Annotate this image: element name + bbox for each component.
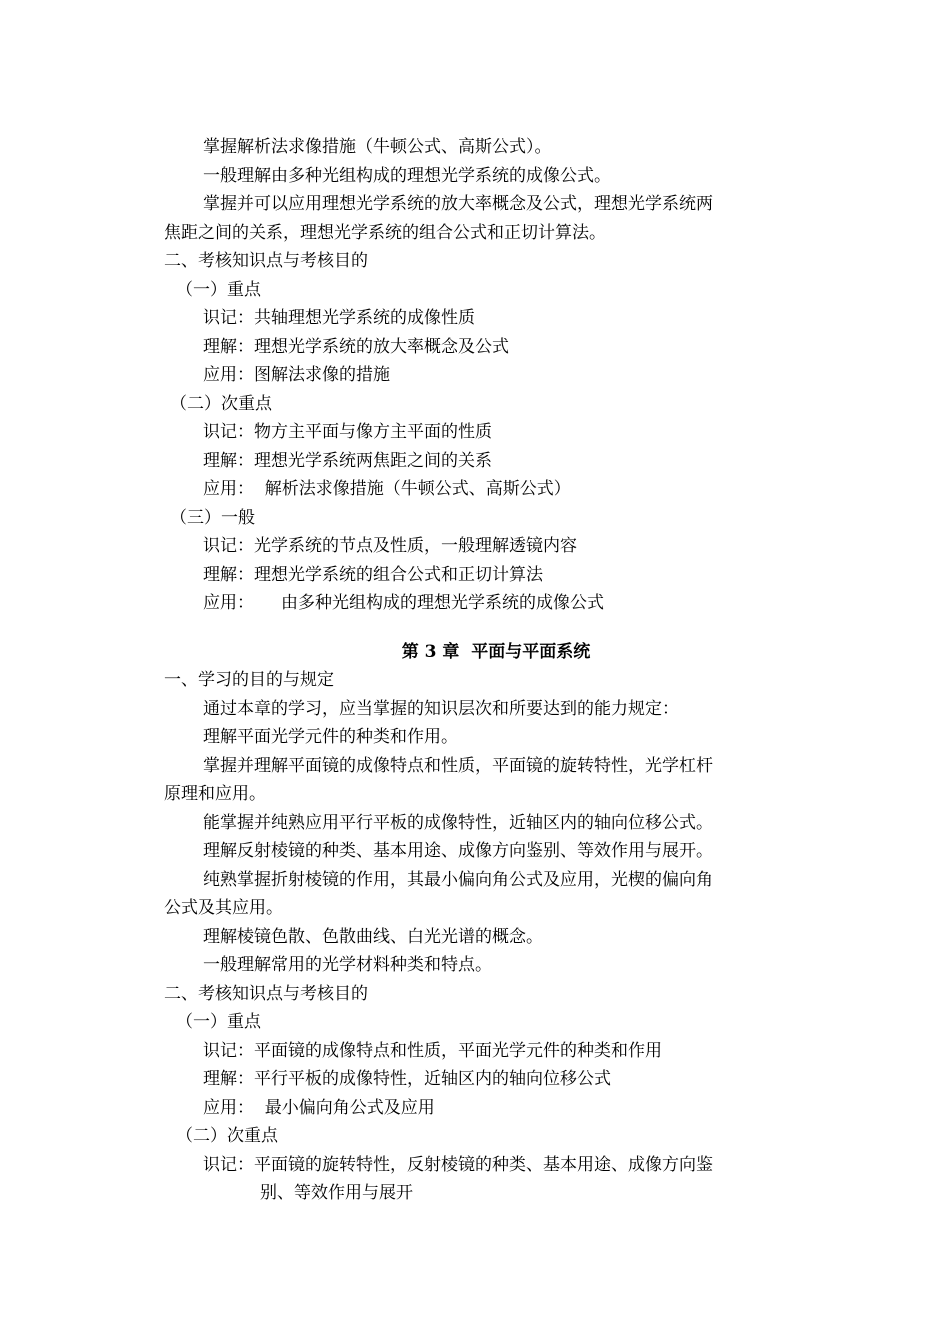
paragraph-line: 理解平面光学元件的种类和作用。	[203, 727, 458, 747]
subsection-heading: （三）一般	[170, 507, 255, 528]
paragraph-line: 公式及其应用。	[164, 898, 283, 918]
paragraph-line: 一般理解常用的光学材料种类和特点。	[203, 955, 492, 975]
list-item: 识记：光学系统的节点及性质，一般理解透镜内容	[203, 536, 577, 556]
section-heading: 二、考核知识点与考核目的	[164, 251, 368, 271]
section-heading: 一、学习的目的与规定	[164, 670, 334, 690]
paragraph-line: 掌握并理解平面镜的成像特点和性质，平面镜的旋转特性，光学杠杆	[203, 755, 713, 776]
list-item: 识记：平面镜的成像特点和性质，平面光学元件的种类和作用	[203, 1040, 662, 1061]
list-item: 理解：平行平板的成像特性，近轴区内的轴向位移公式	[203, 1069, 611, 1089]
list-item: 应用：图解法求像的措施	[203, 365, 390, 385]
list-item: 应用： 由多种光组构成的理想光学系统的成像公式	[203, 593, 605, 613]
paragraph-line: 一般理解由多种光组构成的理想光学系统的成像公式。	[203, 165, 611, 186]
subsection-heading: （一）重点	[176, 1012, 261, 1032]
list-item: 应用： 解析法求像措施（牛顿公式、高斯公式）	[203, 479, 571, 499]
list-item: 应用： 最小偏向角公式及应用	[203, 1097, 435, 1118]
chapter-title: 第 3 章 平面与平面系统	[401, 641, 591, 662]
paragraph-line: 能掌握并纯熟应用平行平板的成像特性，近轴区内的轴向位移公式。	[203, 812, 713, 833]
paragraph-line: 掌握解析法求像措施（牛顿公式、高斯公式）。	[203, 137, 552, 157]
list-item: 识记：平面镜的旋转特性，反射棱镜的种类、基本用途、成像方向鉴	[203, 1154, 713, 1175]
section-heading: 二、考核知识点与考核目的	[164, 983, 368, 1004]
list-item: 识记：物方主平面与像方主平面的性质	[203, 422, 492, 442]
list-item: 理解：理想光学系统的组合公式和正切计算法	[203, 564, 543, 585]
document-page	[164, 133, 788, 1208]
list-item-continuation: 别、等效作用与展开	[260, 1183, 413, 1203]
paragraph-line: 焦距之间的关系，理想光学系统的组合公式和正切计算法。	[164, 222, 606, 243]
paragraph-line: 掌握并可以应用理想光学系统的放大率概念及公式，理想光学系统两	[203, 194, 713, 214]
subsection-heading: （一）重点	[176, 279, 261, 300]
subsection-heading: （二）次重点	[170, 393, 272, 414]
paragraph-line: 原理和应用。	[164, 784, 266, 804]
paragraph-line: 通过本章的学习，应当掌握的知识层次和所要达到的能力规定：	[203, 698, 679, 719]
paragraph-line: 理解棱镜色散、色散曲线、白光光谱的概念。	[203, 926, 543, 947]
paragraph-line: 理解反射棱镜的种类、基本用途、成像方向鉴别、等效作用与展开。	[203, 841, 713, 861]
paragraph-line: 纯熟掌握折射棱镜的作用，其最小偏向角公式及应用，光楔的偏向角	[203, 869, 713, 890]
list-item: 理解：理想光学系统两焦距之间的关系	[203, 450, 492, 471]
list-item: 理解：理想光学系统的放大率概念及公式	[203, 336, 509, 357]
list-item: 识记：共轴理想光学系统的成像性质	[203, 308, 475, 328]
subsection-heading: （二）次重点	[176, 1126, 278, 1146]
